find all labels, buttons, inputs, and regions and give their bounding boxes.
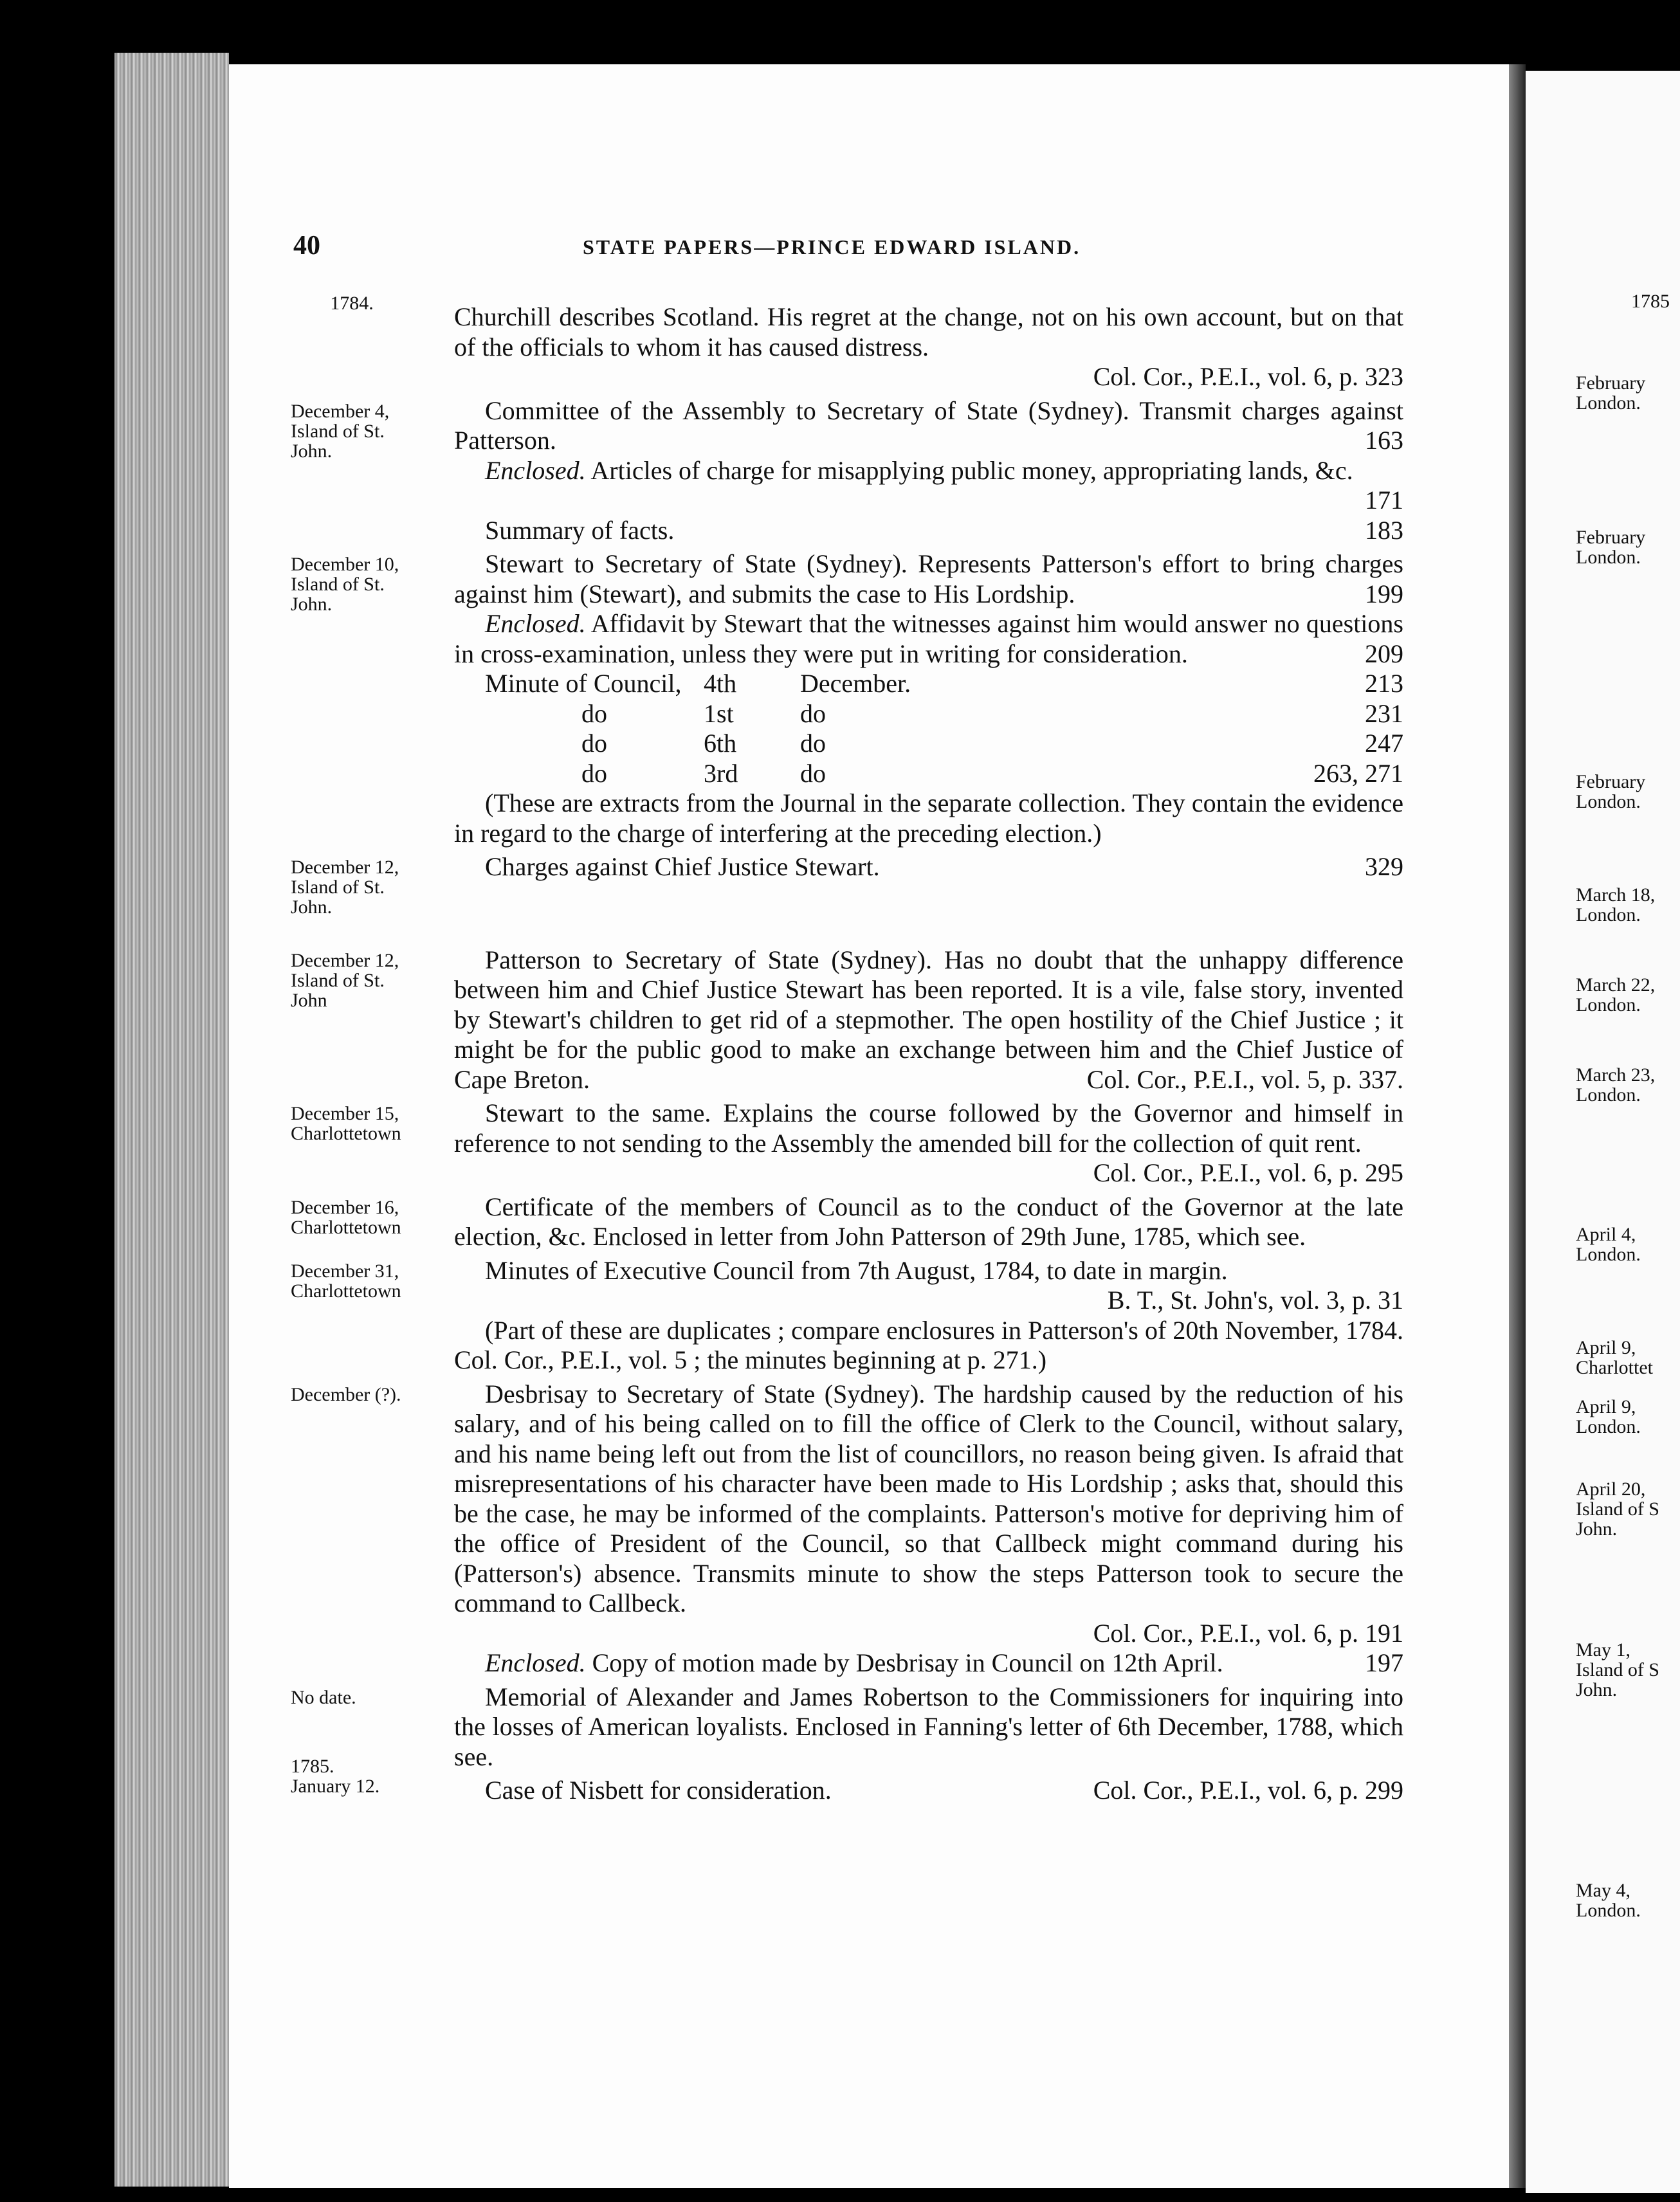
entry: [291, 396, 1403, 546]
entry-date: December 12, Island of St. John: [291, 949, 399, 1011]
entry-text: Churchill describes Scotland. His regret at the change, not on his own account, but on that of the officials to whom it has caused distress.: [454, 302, 1403, 361]
minute-day: 4th: [704, 669, 737, 698]
entry: [291, 1756, 1403, 1806]
entry: [291, 1098, 1403, 1188]
entry-date: December 15, Charlottetown: [291, 1103, 401, 1144]
facing-page-date: May 1, Island of S John.: [1576, 1639, 1659, 1700]
entry-text-content: Stewart to Secretary of State (Sydney). Represents Patterson's effort to bring charges against him (Stewart), and submits the case to His Lordship.: [454, 549, 1403, 608]
entry: [291, 1192, 1403, 1252]
enclosed-label: Enclosed.: [485, 455, 586, 485]
facing-page-date: April 4, London.: [1576, 1224, 1641, 1265]
calendar-entries: [291, 293, 1403, 1810]
entry-text: [454, 1776, 1403, 1806]
book-gutter: [1509, 64, 1526, 2188]
entry-reference: Col. Cor., P.E.I., vol. 5, p. 337.: [1086, 1064, 1403, 1094]
minute-reference: 263, 271: [1313, 758, 1403, 788]
facing-page-date: April 20, Island of S John.: [1576, 1479, 1659, 1540]
enclosure-reference: 197: [1365, 1648, 1403, 1677]
entry-body: [454, 1682, 1403, 1772]
entry-text: [454, 945, 1403, 1095]
entry-body: [454, 1256, 1403, 1376]
entry-body: [454, 396, 1403, 546]
entry-text: Certificate of the members of Council as to the conduct of the Governor at the late election, &c. Enclosed in letter from John Patterson of 29th June, 1785, which see.: [454, 1192, 1403, 1251]
entry: [291, 549, 1403, 848]
entry-text: [454, 852, 1403, 882]
entry-text: [454, 1098, 1403, 1187]
facing-page-date: April 9, London.: [1576, 1396, 1641, 1437]
minute-label: do: [581, 758, 607, 788]
entry: [291, 852, 1403, 918]
minute-label: do: [581, 729, 607, 758]
entry-body: [454, 945, 1403, 1095]
entry-body: [454, 1192, 1403, 1252]
enclosure: [454, 1648, 1403, 1679]
enclosed-label: Enclosed.: [485, 609, 586, 638]
entry-date: December 31, Charlottetown: [291, 1260, 401, 1302]
book-page-edges: [114, 53, 229, 2187]
page-header: [293, 230, 1412, 269]
enclosure: [454, 609, 1403, 669]
minute-row: [454, 729, 1403, 759]
facing-page-date: March 22, London.: [1576, 974, 1656, 1015]
entry-date: 1785. January 12.: [291, 1756, 380, 1797]
minute-day: 3rd: [704, 758, 738, 788]
minute-month: do: [800, 758, 826, 788]
minute-day: 1st: [704, 698, 734, 728]
entry-text: [454, 1255, 1403, 1315]
entry-reference: 199: [1365, 579, 1403, 608]
entry-date: No date.: [291, 1686, 356, 1708]
minute-row: [454, 669, 1403, 699]
entry-reference: 163: [1365, 426, 1403, 455]
minute-day: 6th: [704, 729, 737, 758]
entry-reference: 329: [1365, 852, 1403, 881]
entry-reference: Col. Cor., P.E.I., vol. 6, p. 191: [1093, 1618, 1403, 1648]
entry-text-content: Committee of the Assembly to Secretary of State (Sydney). Transmit charges against Patterson.: [454, 396, 1403, 455]
entry-date: December 12, Island of St. John.: [291, 857, 399, 918]
entry: [291, 293, 1403, 392]
entry-text-content: Patterson to Secretary of State (Sydney). Has no doubt that the unhappy difference between him and Chief Justice Stewart has been reported. It is a vile, false story, invented by Stewart's children to get rid of a stepmother. The open hostility of the Chief Justice ; it might be for the public good to make an exchange between him and the Chief Justice of Cape Breton.: [454, 945, 1403, 1094]
entry: [291, 945, 1403, 1095]
minute-row: [454, 759, 1403, 789]
entry-text: [454, 549, 1403, 609]
entry-reference: Col. Cor., P.E.I., vol. 6, p. 295: [1093, 1158, 1403, 1187]
entry-body: [454, 1379, 1403, 1679]
entry-date: December 16, Charlottetown: [291, 1196, 401, 1238]
entry-body: [454, 1776, 1403, 1806]
entry-date: 1784.: [330, 293, 374, 314]
enclosure-text: Affidavit by Stewart that the witnesses against him would answer no questions in cross-examination, unless they were put in writing for consideration.: [454, 609, 1403, 668]
running-title: STATE PAPERS—PRINCE EDWARD ISLAND.: [583, 235, 1081, 259]
summary-reference: 183: [1365, 515, 1403, 545]
entry: [291, 1256, 1403, 1376]
entry-date: December 4, Island of St. John.: [291, 400, 390, 462]
entry-reference: Col. Cor., P.E.I., vol. 6, p. 299: [1093, 1776, 1403, 1805]
entry: [291, 1682, 1403, 1772]
minute-row: [454, 699, 1403, 729]
entry-text-content: Charges against Chief Justice Stewart.: [485, 852, 880, 881]
entry-body: [454, 1098, 1403, 1188]
minute-month: do: [800, 698, 826, 728]
minute-reference: 213: [1365, 669, 1403, 698]
facing-page-date: May 4, London.: [1576, 1880, 1641, 1921]
facing-page-date: February London.: [1576, 372, 1646, 414]
entry-note: (These are extracts from the Journal in the separate collection. They contain the evidence in regard to the charge of interfering at the preceding election.): [454, 788, 1403, 848]
facing-page-year: 1785: [1631, 291, 1670, 312]
facing-page-date: March 18, London.: [1576, 884, 1656, 925]
entry-body: [454, 852, 1403, 912]
entry-date: December (?).: [291, 1383, 401, 1405]
page-number: 40: [293, 231, 320, 260]
entry-text: Memorial of Alexander and James Robertson to the Commissioners for inquiring into the losses of American loyalists. Enclosed in Fanning's letter of 6th December, 1788, which see.: [454, 1682, 1403, 1771]
facing-page-date: February London.: [1576, 527, 1646, 568]
entry-body: [454, 302, 1403, 392]
entry-text: [454, 396, 1403, 456]
entry-text: Desbrisay to Secretary of State (Sydney). The hardship caused by the reduction of his salary, and of his being called on to fill the office of Clerk to the Council, without salary, and his name being left out from the list of councillors, no reason being given. Is afraid that misrepresentations of his character have been made to His Lordship ; asks that, should this be the case, he may be informed of the complaints. Patterson's motive for depriving him of the office of President of the Council, so that Callbeck might command during his (Patterson's) absence. Transmits minute to show the steps Patterson took to secure the command to Callbeck.: [454, 1379, 1403, 1617]
entry-reference: B. T., St. John's, vol. 3, p. 31: [1107, 1286, 1403, 1315]
enclosure-text: Copy of motion made by Desbrisay in Council on 12th April.: [592, 1648, 1223, 1677]
minute-month: do: [800, 729, 826, 758]
entry-date: December 10, Island of St. John.: [291, 554, 399, 615]
minute-month: December.: [800, 669, 911, 698]
enclosure-reference: 209: [1365, 639, 1403, 668]
entry-body: [454, 549, 1403, 848]
enclosure-reference: 171: [1365, 486, 1403, 514]
minute-label: Minute of Council,: [485, 669, 682, 698]
minute-reference: 247: [1365, 729, 1403, 758]
summary-text: Summary of facts.: [485, 515, 675, 545]
enclosure-text: Articles of charge for misapplying public money, appropriating lands, &c.: [590, 455, 1353, 485]
minute-reference: 231: [1365, 698, 1403, 728]
entry-text-content: Minutes of Executive Council from 7th August, 1784, to date in margin.: [485, 1255, 1228, 1285]
minute-label: do: [581, 698, 607, 728]
entry: [291, 1379, 1403, 1679]
entry-text-content: Case of Nisbett for consideration.: [485, 1776, 832, 1805]
facing-page-date: February London.: [1576, 771, 1646, 812]
entry-text-content: Stewart to the same. Explains the course followed by the Governor and himself in reference to not sending to the Assembly the amended bill for the collection of quit rent.: [454, 1098, 1403, 1158]
enclosed-label: Enclosed.: [485, 1648, 586, 1677]
enclosure: [454, 455, 1403, 514]
facing-page-date: March 23, London.: [1576, 1064, 1656, 1106]
entry-note: (Part of these are duplicates ; compare enclosures in Patterson's of 20th November, 1784. Col. Cor., P.E.I., vol. 5 ; the minutes beginning at p. 271.): [454, 1315, 1403, 1374]
entry-reference: Col. Cor., P.E.I., vol. 6, p. 323: [1093, 362, 1403, 391]
summary-line: [454, 516, 1403, 546]
facing-page-date: April 9, Charlottet: [1576, 1337, 1653, 1378]
